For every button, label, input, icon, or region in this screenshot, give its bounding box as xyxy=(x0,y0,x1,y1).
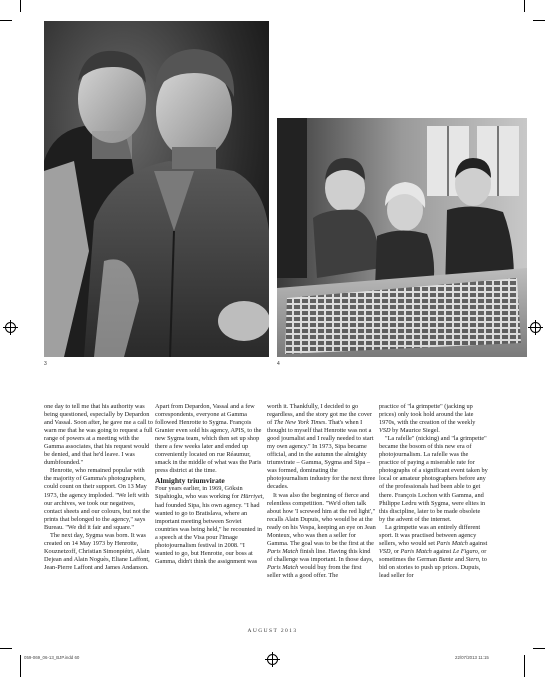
registration-mark-bottom xyxy=(267,654,278,665)
col4-p3-text-b: against xyxy=(467,539,488,547)
crop-mark-bottom-right-h xyxy=(533,648,545,649)
section-heading: Almighty triumvirate xyxy=(155,476,225,486)
col2-p2-publication: Hürriyet xyxy=(240,493,263,501)
col4-p3-publication-1: Paris Match xyxy=(436,539,468,547)
col3-paragraph-2 xyxy=(267,492,376,581)
col4-p3-text-f: and xyxy=(453,555,466,563)
crop-mark-top-left xyxy=(20,0,21,12)
text-column-2 xyxy=(155,403,264,566)
registration-mark-left xyxy=(5,322,16,333)
col3-p2-text-a: It was also the beginning of fierce and relentless competition. "We'd often talk about how 'I screwed him at the red light'," recalls Alain Dupuis, who would be at the ready on his Vespa, keeping an eye on Jean Monteux, who was then a seller for Gamma. The goal was to be the first at the xyxy=(267,491,376,547)
crop-mark-bottom-left-h xyxy=(0,648,12,649)
col4-paragraph-1 xyxy=(379,403,488,435)
col2-p2-text-b: , had founded Sipa, his own agency. "I had wanted to go to Bratislava, where an important meeting between Soviet countries was being held," he recounted in a speech at the Visa pour l'Image photojournalism festival in 2008. "I wanted to go, but Henrotte, our boss at Gamma, didn't think the assignment was xyxy=(155,493,264,565)
col1-paragraph-2: Henrotte, who remained popular with the majority of Gamma's photographers, could count on their support. On 13 May 1973, the agency imploded. "We left with our archives, we took our negatives, contact sheets and our colours, but not the prints that belonged to the agency," says Bureau. "We did it fair and square." xyxy=(44,467,150,531)
col4-p3-publication-3: Paris Match xyxy=(400,547,432,555)
col4-paragraph-2: "La rafelle" (nicking) and "la grimpette" became the bosom of this new era of photojournalism. La rafelle was the practice of paying a miserable rate for photographs of a significant event taken by local or amateur photographers before any of the professionals had been able to get there. François Lochon with Gamma, and Philippe Ledru with Sygma, were elites in this discipline, later to be made obsolete by the advent of the internet. xyxy=(379,435,488,523)
col3-p2-text-b: finish line. Having this kind of challenge was important. In those days, xyxy=(267,547,374,563)
figure-number-4: 4 xyxy=(277,361,280,367)
col4-p3-text-e: , or sometimes the German xyxy=(379,547,487,563)
col4-p3-text-c: , or xyxy=(390,547,401,555)
page-folio: AUGUST 2013 xyxy=(247,628,298,634)
crop-mark-top-right-h xyxy=(533,20,545,21)
col2-p2-text-a: Four years earlier, in 1969, Göksin Sipahioglu, who was working for xyxy=(155,485,243,501)
col4-p3-publication-6: Stern xyxy=(465,555,479,563)
figure-number-3: 3 xyxy=(44,361,47,367)
col4-p3-publication-4: Le Figaro xyxy=(452,547,478,555)
photo-two-men-graphic xyxy=(44,21,269,357)
col4-p1-text-b: by Maurice Siegel. xyxy=(390,427,440,435)
crop-mark-top-right xyxy=(524,0,525,12)
text-column-3 xyxy=(267,403,376,580)
col4-p1-text-a: practice of "la grimpette" (jacking up prices) only took hold around the late 1970s, with the creation of the weekly xyxy=(379,403,476,427)
col4-paragraph-3 xyxy=(379,524,488,580)
col3-p1-text-b: . That's when I thought to myself that Henrotte was not a good journalist and I really needed to start my own agency." In 1973, Sipa became official, and in the autumn the almighty triumvirate – Gamma, Sygma and Sipa – was formed, dominating the photojournalism industry for the next three decades. xyxy=(267,419,376,491)
col2-paragraph-1: Apart from Depardon, Vassal and a few correspondents, everyone at Gamma followed Henrotte to Sygma. François Granier even sold his agency, APIS, to the new Sygma team, which then set up shop there a few weeks later and ended up conveniently located on rue Réaumur, smack in the middle of what was the Paris press district at the time. xyxy=(155,403,262,475)
photo-contact-sheets-graphic xyxy=(277,118,527,357)
col3-p1-publication: The New York Times xyxy=(273,419,326,427)
col4-p3-text-a: La grimpette was an entirely different sport. It was practised between agency sellers, who would set xyxy=(379,523,481,547)
col4-p3-publication-2: VSD xyxy=(379,547,391,555)
crop-mark-bottom-left xyxy=(20,655,21,677)
col3-p2-publication-1: Paris Match xyxy=(267,547,299,555)
photo-contact-sheets xyxy=(277,118,527,357)
col4-p1-publication: VSD xyxy=(379,427,391,435)
col4-p3-text-d: against xyxy=(431,547,453,555)
slug-timestamp: 22/07/2013 11:15 xyxy=(455,655,489,660)
col1-paragraph-3: The next day, Sygma was born. It was created on 14 May 1973 by Henrotte, Kouznetzoff, Christian Simonpiétri, Alain Dejean and Alain Noguès, Eliane Laffont, Jean-Pierre Laffont and James Andanson. xyxy=(44,531,150,571)
col4-p3-text-g: , to bid on stories to push up prices. Dupuis, lead seller for xyxy=(379,555,487,579)
text-column-4 xyxy=(379,403,488,580)
photo-two-men xyxy=(44,21,269,357)
crop-mark-bottom-right xyxy=(524,655,525,677)
col4-p3-publication-5: Bunte xyxy=(438,555,454,563)
col2-paragraph-2 xyxy=(155,485,264,565)
crop-mark-top-left-h xyxy=(0,20,12,21)
col3-p2-publication-2: Paris Match xyxy=(267,563,299,571)
col3-p2-text-c: would buy from the first seller with a good offer. The xyxy=(267,563,362,579)
slug-file-name: 059-069_06-13_BJP.indd 60 xyxy=(24,655,80,660)
col3-p1-text-a: worth it. Thankfully, I decided to go regardless, and the story got me the cover of xyxy=(267,403,372,427)
col1-paragraph-1: one day to tell me that his authority was being questioned, especially by Depardon and Vassal. Soon after, he gave me a call to warn me that he was going to request a full range of powers at a meeting with the Gamma associates, that his request would be denied, and that he'd leave. I was dumbfounded." xyxy=(44,403,153,467)
col3-paragraph-1 xyxy=(267,403,376,492)
text-column-1 xyxy=(44,403,153,572)
registration-mark-right xyxy=(530,322,541,333)
